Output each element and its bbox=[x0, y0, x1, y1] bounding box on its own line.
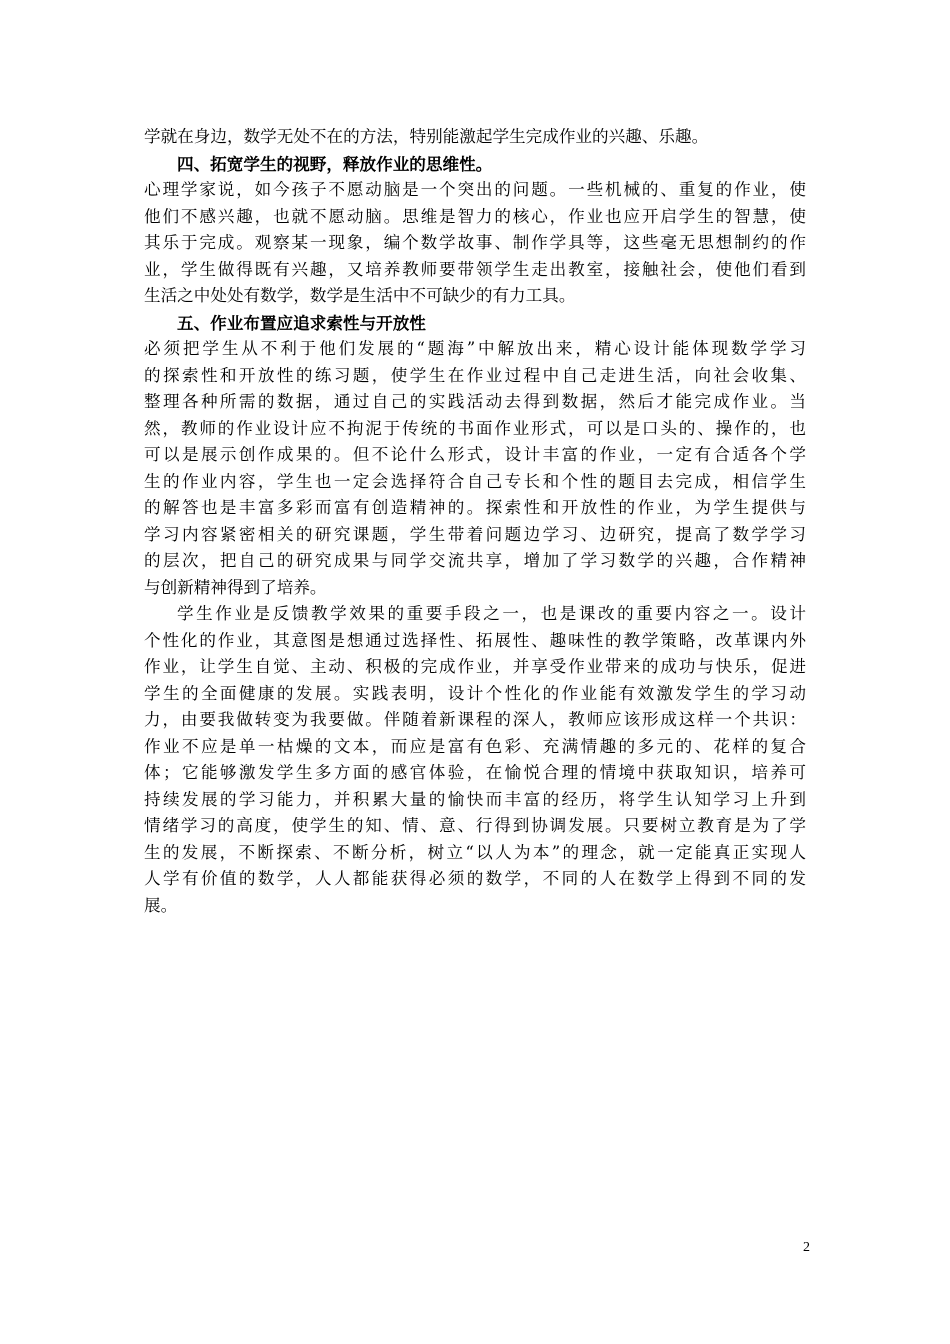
text-line: 作业，让学生自觉、主动、积极的完成作业，并享受作业带来的成功与快乐，促进 bbox=[144, 657, 806, 676]
text-line: 业，学生做得既有兴趣，又培养教师要带领学生走出教室，接触社会，使他们看到 bbox=[144, 259, 806, 279]
text-line: 个性化的作业，其意图是想通过选择性、拓展性、趣味性的教学策略，改革课内外 bbox=[144, 630, 806, 650]
text-line: 学生的全面健康的发展。实践表明，设计个性化的作业能有效激发学生的学习动 bbox=[144, 683, 806, 703]
text-line: 的探索性和开放性的练习题，使学生在作业过程中自己走进生活，向社会收集、 bbox=[144, 365, 806, 385]
text-line: 生的作业内容，学生也一定会选择符合自己专长和个性的题目去完成，相信学生 bbox=[144, 471, 806, 491]
document-body bbox=[144, 124, 806, 919]
text-line: 人学有价值的数学，人人都能获得必须的数学，不同的人在数学上得到不同的发 bbox=[144, 869, 806, 888]
text-line: 生活之中处处有数学，数学是生活中不可缺少的有力工具。 bbox=[144, 286, 576, 305]
text-line: 作业不应是单一枯燥的文本，而应是富有色彩、充满情趣的多元的、花样的复合 bbox=[144, 736, 806, 756]
text-line: 然，教师的作业设计应不拘泥于传统的书面作业形式，可以是口头的、操作的，也 bbox=[144, 418, 806, 438]
text-line: 展。 bbox=[144, 895, 178, 915]
text-line: 的解答也是丰富多彩而富有创造精神的。探索性和开放性的作业，为学生提供与 bbox=[144, 498, 806, 517]
section-heading-5: 五、作业布置应追求索性与开放性 bbox=[177, 312, 426, 333]
page-number: 2 bbox=[803, 1240, 810, 1255]
text-line: 与创新精神得到了培养。 bbox=[144, 577, 327, 597]
text-line: 整理各种所需的数据，通过自己的实践活动去得到数据，然后才能完成作业。当 bbox=[144, 392, 806, 411]
text-line: 学生作业是反馈教学效果的重要手段之一，也是课改的重要内容之一。设计 bbox=[177, 604, 806, 623]
text-line: 其乐于完成。观察某一现象，编个数学故事、制作学具等，这些毫无思想制约的作 bbox=[144, 233, 806, 252]
text-line: 体；它能够激发学生多方面的感官体验，在愉悦合理的情境中获取知识，培养可 bbox=[144, 763, 806, 782]
text-line: 必须把学生从不利于他们发展的“题海”中解放出来，精心设计能体现数学学习 bbox=[144, 339, 806, 358]
text-line: 可以是展示创作成果的。但不论什么形式，设计丰富的作业，一定有合适各个学 bbox=[144, 445, 806, 464]
text-line: 学习内容紧密相关的研究课题，学生带着问题边学习、边研究，提高了数学学习 bbox=[144, 524, 806, 544]
text-line: 情绪学习的高度，使学生的知、情、意、行得到协调发展。只要树立教育是为了学 bbox=[144, 816, 806, 835]
text-line: 他们不感兴趣，也就不愿动脑。思维是智力的核心，作业也应开启学生的智慧，使 bbox=[144, 206, 806, 226]
text-line: 学就在身边，数学无处不在的方法，特别能激起学生完成作业的兴趣、乐趣。 bbox=[144, 127, 709, 146]
section-heading-4: 四、拓宽学生的视野，释放作业的思维性。 bbox=[177, 153, 493, 174]
text-line: 力，由要我做转变为我要做。伴随着新课程的深人，教师应该形成这样一个共识： bbox=[144, 710, 806, 729]
text-line: 生的发展，不断探索、不断分析，树立“以人为本”的理念，就一定能真正实现人 bbox=[144, 842, 806, 862]
text-line: 持续发展的学习能力，并积累大量的愉快而丰富的经历，将学生认知学习上升到 bbox=[144, 789, 806, 809]
text-line: 心理学家说，如今孩子不愿动脑是一个突出的问题。一些机械的、重复的作业，使 bbox=[144, 180, 806, 199]
text-line: 的层次，把自己的研究成果与同学交流共享，增加了学习数学的兴趣，合作精神 bbox=[144, 551, 806, 570]
